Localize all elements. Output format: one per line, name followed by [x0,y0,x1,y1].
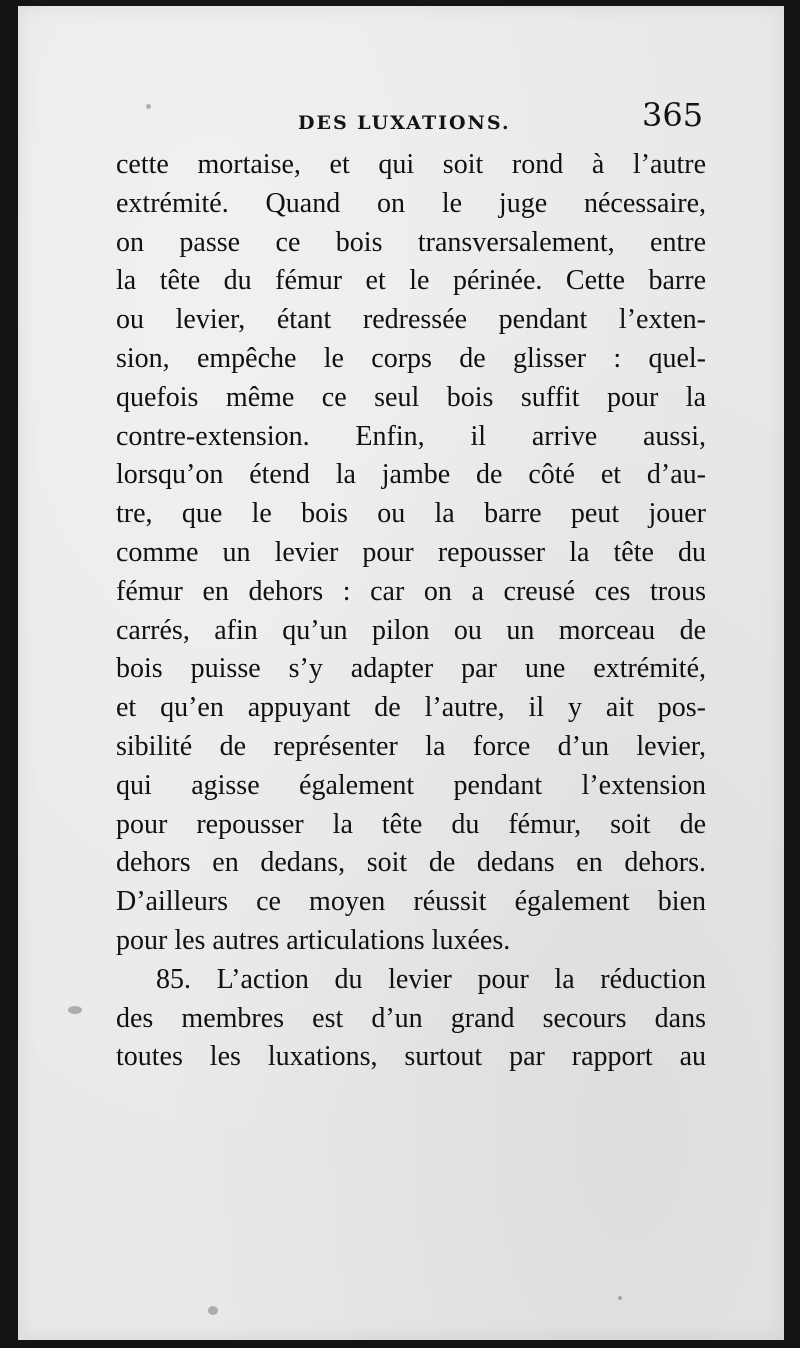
text-line: la tête du fémur et le périnée. Cette barre [116,265,706,297]
text-line: des membres est d’un grand secours dans [116,1002,706,1034]
text-line: bois puisse s’y adapter par une extrémité, [116,653,706,685]
paragraph-start-line: 85. L’action du levier pour la réduction [156,963,706,995]
running-title: DES LUXATIONS. [298,112,511,134]
text-line: dehors en dedans, soit de dedans en dehors. [116,847,706,879]
text-line: ou levier, étant redressée pendant l’exten- [116,304,706,336]
text-line: lorsqu’on étend la jambe de côté et d’au- [116,459,706,491]
text-line: cette mortaise, et qui soit rond à l’autre [116,149,706,180]
text-line: extrémité. Quand on le juge nécessaire, [116,187,706,219]
text-line: quefois même ce seul bois suffit pour la [116,381,706,413]
text-line: et qu’en appuyant de l’autre, il y ait pos- [116,692,706,724]
text-line: contre-extension. Enfin, il arrive aussi, [116,420,706,452]
book-page [18,6,784,1340]
text-line: comme un levier pour repousser la tête du [116,536,706,568]
text-line: fémur en dehors : car on a creusé ces trous [116,575,706,607]
text-line: tre, que le bois ou la barre peut jouer [116,498,706,530]
text-line: on passe ce bois transversalement, entre [116,226,706,258]
page-number: 365 [642,96,704,134]
text-line: carrés, afin qu’un pilon ou un morceau de [116,614,706,646]
text-line: pour repousser la tête du fémur, soit de [116,808,706,840]
paper-speck [208,1306,218,1315]
running-head [18,6,784,146]
paragraph-end-line: pour les autres articulations luxées. [116,924,511,956]
body-text [116,146,706,1077]
paper-speck [146,104,151,109]
text-line: toutes les luxations, surtout par rapport au [116,1041,706,1073]
text-line: sibilité de représenter la force d’un levier, [116,730,706,762]
paper-speck [618,1296,622,1300]
text-line: qui agisse également pendant l’extension [116,769,706,801]
paper-speck [68,1006,82,1014]
text-line: sion, empêche le corps de glisser : quel- [116,342,706,374]
text-line: D’ailleurs ce moyen réussit également bien [116,886,706,918]
